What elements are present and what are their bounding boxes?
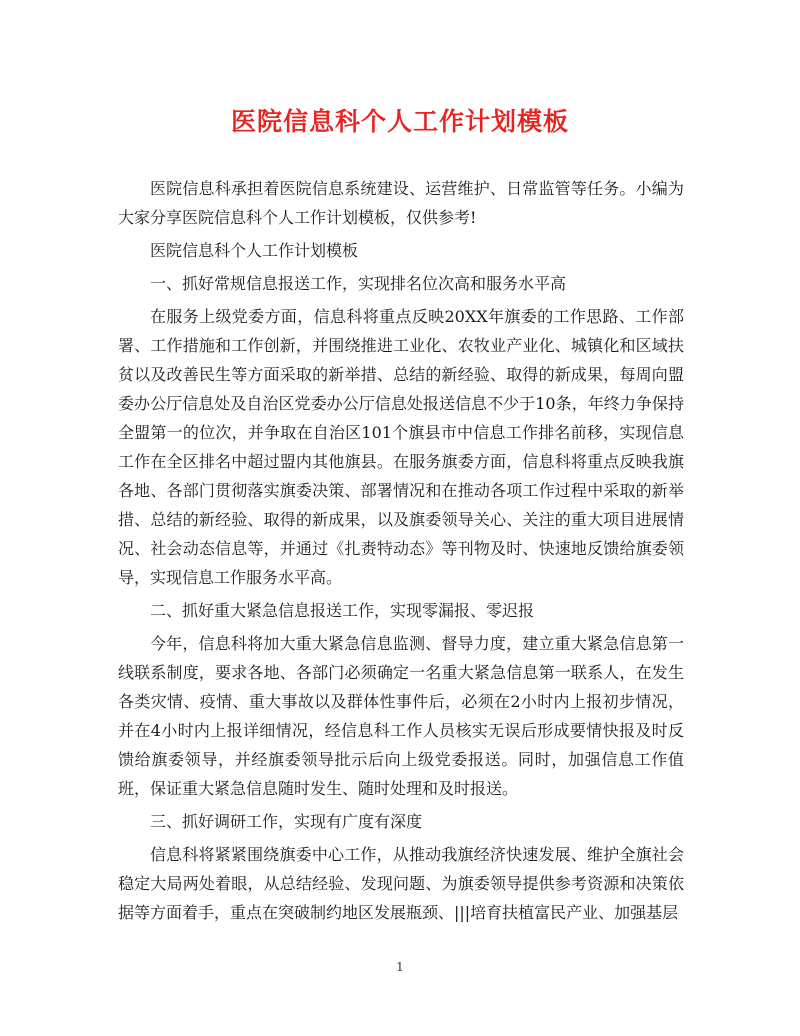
page-number: 1 <box>396 960 404 974</box>
document-body <box>118 174 684 931</box>
section-body-2: 今年，信息科将加大重大紧急信息监测、督导力度，建立重大紧急信息第一线联系制度，要求各地、各部门必须确定一名重大紧急信息第一联系人，在发生各类灾情、疫情、重大事故以及群体性事件后，必须在2小时内上报初步情况，并在4小时内上报详细情况，经信息科工作人员核实无误后形成要情快报及时反馈给旗委领导，并经旗委领导批示后向上级党委报送。同时，加强信息工作值班，保证重大紧急信息随时发生、随时处理和及时报送。 <box>118 634 684 798</box>
section-heading-3: 三、抓好调研工作，实现有广度有深度 <box>150 812 423 831</box>
section-heading-1: 一、抓好常规信息报送工作，实现排名位次高和服务水平高 <box>150 274 567 293</box>
intro-paragraph: 医院信息科承担着医院信息系统建设、运营维护、日常监管等任务。小编为大家分享医院信息科个人工作计划模板，仅供参考! <box>118 179 684 227</box>
section-heading-2: 二、抓好重大紧急信息报送工作，实现零漏报、零迟报 <box>150 601 535 620</box>
document-title: 医院信息科个人工作计划模板 <box>230 107 569 136</box>
subtitle-paragraph: 医院信息科个人工作计划模板 <box>150 241 359 260</box>
section-body-3: 信息科将紧紧围绕旗委中心工作，从推动我旗经济快速发展、维护全旗社会稳定大局两处着眼，从总结经验、发现问题、为旗委领导提供参考资源和决策依据等方面着手，重点在突破制约地区发展瓶颈、|||培育扶植富民产业、加强基层 <box>118 845 684 922</box>
section-body-1: 在服务上级党委方面，信息科将重点反映20XX年旗委的工作思路、工作部署、工作措施和工作创新，并围绕推进工业化、农牧业产业化、城镇化和区域扶贫以及改善民生等方面采取的新举措、总结的新经验、取得的新成果，每周向盟委办公厅信息处及自治区党委办公厅信息处报送信息不少于10条，年终力争保持全盟第一的位次，并争取在自治区101个旗县市中信息工作排名前移，实现信息工作在全区排名中超过盟内其他旗县。在服务旗委方面，信息科将重点反映我旗各地、各部门贯彻落实旗委决策、部署情况和在推动各项工作过程中采取的新举措、总结的新经验、取得的新成果，以及旗委领导关心、关注的重大项目进展情况、社会动态信息等，并通过《扎赉特动态》等刊物及时、快速地反馈给旗委领导，实现信息工作服务水平高。 <box>118 307 684 587</box>
